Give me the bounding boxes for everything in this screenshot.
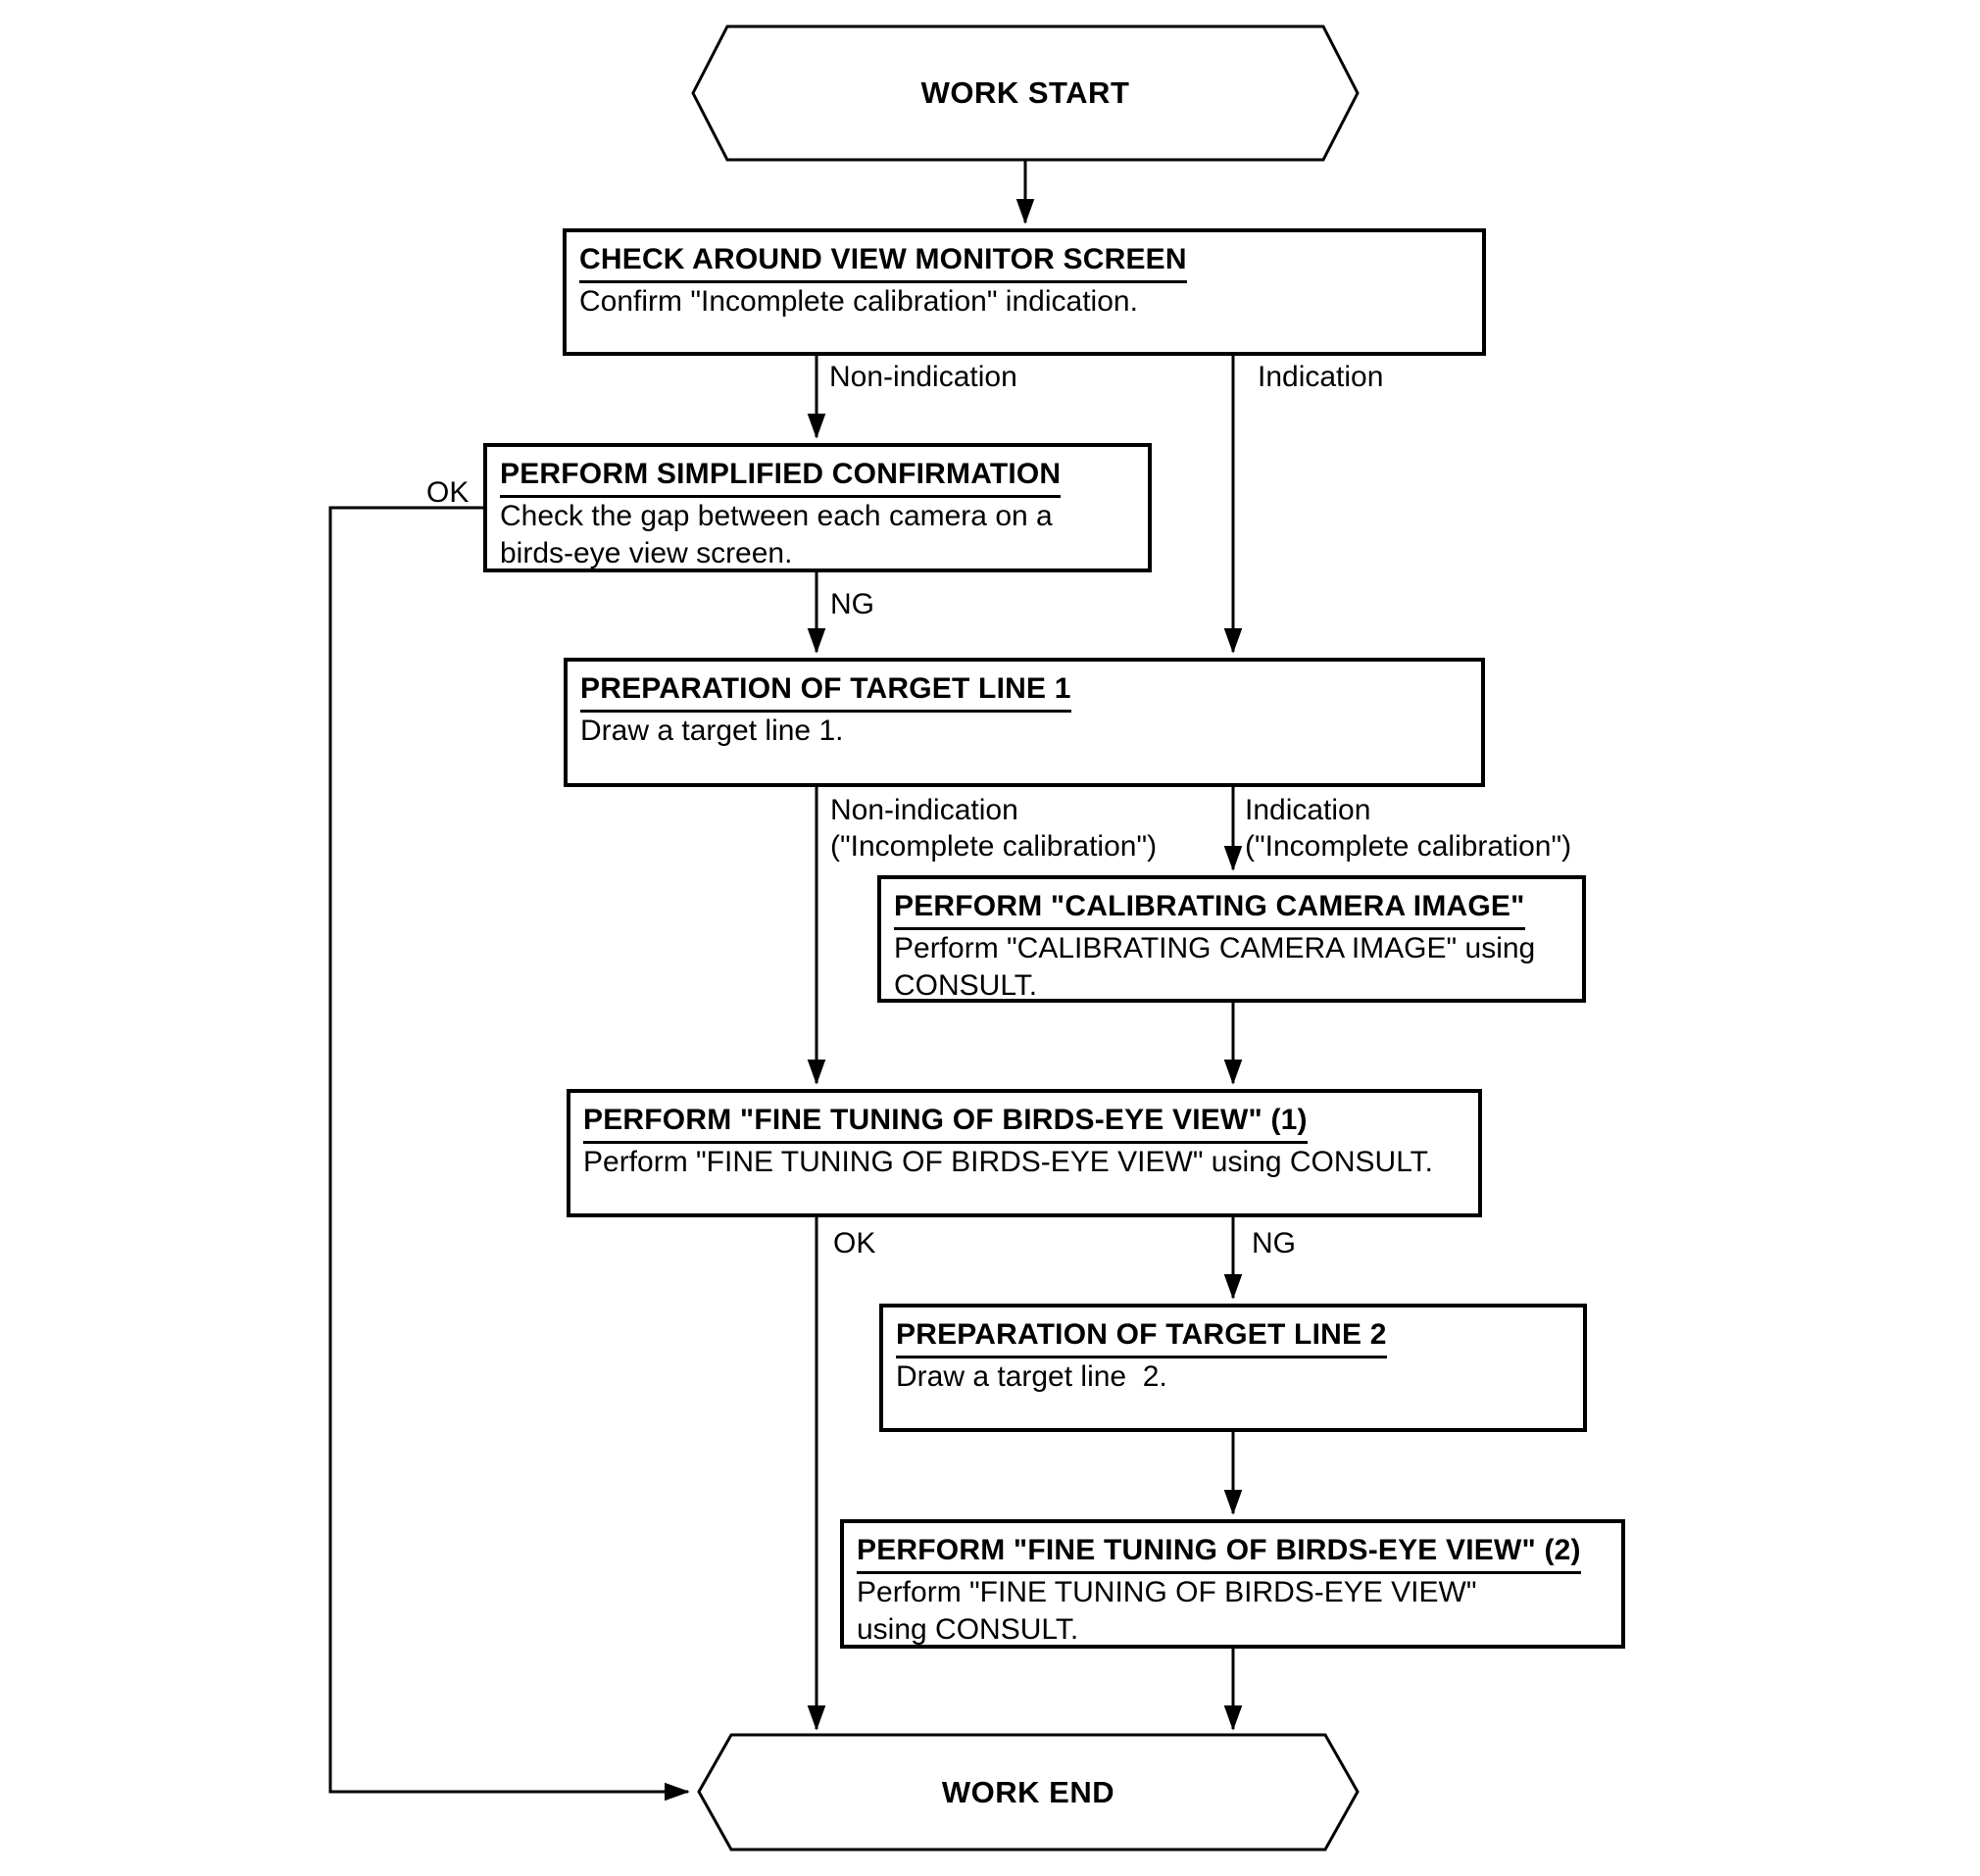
check-monitor-box	[563, 228, 1486, 356]
label-non-indication-2	[830, 792, 1157, 864]
target-line-1-body: Draw a target line 1.	[580, 715, 844, 747]
calibrating-camera-image-body-line1: Perform "CALIBRATING CAMERA IMAGE" using	[894, 932, 1536, 964]
calibrating-camera-image-box	[877, 875, 1586, 1003]
fine-tuning-1-body: Perform "FINE TUNING OF BIRDS-EYE VIEW" using CONSULT.	[583, 1146, 1433, 1178]
label-indication-1: Indication	[1258, 361, 1384, 393]
start-terminal	[693, 26, 1358, 160]
label-ng-fine-tuning: NG	[1252, 1227, 1296, 1259]
target-line-2-body: Draw a target line 2.	[896, 1360, 1167, 1393]
label-indication-2	[1245, 792, 1571, 864]
fine-tuning-2-title: PERFORM "FINE TUNING OF BIRDS-EYE VIEW" (2)	[857, 1531, 1581, 1574]
label-indication-2-line2: ("Incomplete calibration")	[1245, 830, 1572, 863]
target-line-2-box	[879, 1304, 1587, 1432]
end-terminal	[699, 1735, 1358, 1850]
fine-tuning-2-box	[840, 1519, 1625, 1649]
label-ok-fine-tuning: OK	[833, 1227, 876, 1259]
target-line-1-box	[564, 658, 1485, 787]
label-non-indication-2-line2: ("Incomplete calibration")	[830, 830, 1158, 863]
simplified-confirmation-title: PERFORM SIMPLIFIED CONFIRMATION	[500, 455, 1061, 498]
simplified-confirmation-body-line1: Check the gap between each camera on a	[500, 500, 1053, 532]
start-terminal-text: WORK START	[920, 75, 1130, 110]
check-monitor-body: Confirm "Incomplete calibration" indication.	[579, 285, 1138, 318]
label-indication-2-line1: Indication	[1245, 794, 1371, 826]
label-ok-simplified: OK	[426, 476, 470, 509]
calibrating-camera-image-title: PERFORM "CALIBRATING CAMERA IMAGE"	[894, 887, 1525, 930]
label-ng-simplified: NG	[830, 588, 874, 620]
fine-tuning-1-box	[567, 1089, 1482, 1217]
fine-tuning-2-body-line2: using CONSULT.	[857, 1613, 1079, 1646]
end-terminal-text: WORK END	[941, 1774, 1115, 1809]
calibrating-camera-image-body-line2: CONSULT.	[894, 969, 1038, 1002]
simplified-confirmation-body-line2: birds-eye view screen.	[500, 537, 793, 569]
label-non-indication-1: Non-indication	[829, 361, 1017, 393]
fine-tuning-1-title: PERFORM "FINE TUNING OF BIRDS-EYE VIEW" (1)	[583, 1101, 1308, 1144]
fine-tuning-2-body-line1: Perform "FINE TUNING OF BIRDS-EYE VIEW"	[857, 1576, 1477, 1608]
target-line-1-title: PREPARATION OF TARGET LINE 1	[580, 669, 1071, 713]
label-non-indication-2-line1: Non-indication	[830, 794, 1018, 826]
check-monitor-title: CHECK AROUND VIEW MONITOR SCREEN	[579, 240, 1187, 283]
target-line-2-title: PREPARATION OF TARGET LINE 2	[896, 1315, 1387, 1358]
simplified-confirmation-box	[483, 443, 1152, 572]
